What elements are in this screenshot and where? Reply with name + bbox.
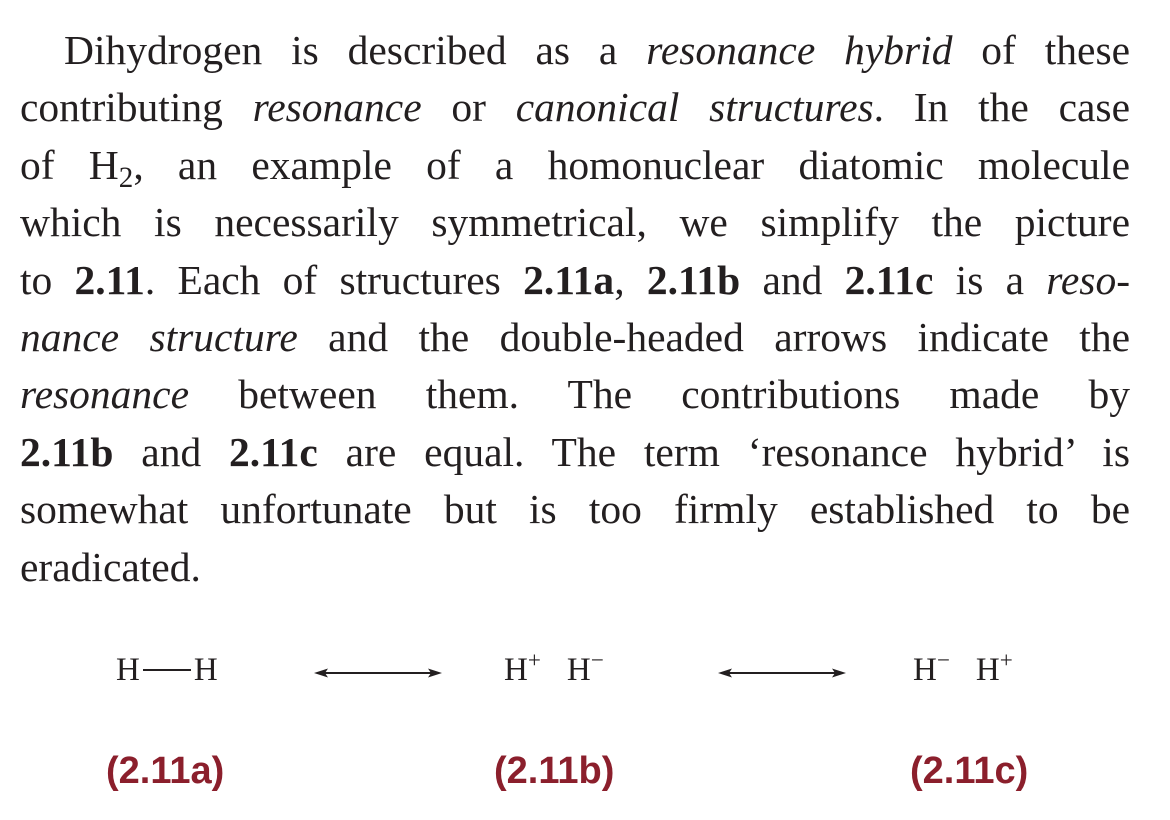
text-line: contributing resonance or canonical structures. In the case	[20, 84, 1130, 131]
double-headed-arrow-icon	[716, 663, 848, 683]
text-line: to 2.11. Each of structures 2.11a, 2.11b and 2.11c is a reso-	[20, 256, 1131, 303]
charge: +	[999, 646, 1013, 673]
charge: −	[590, 646, 604, 673]
structure-label: (2.11a)	[106, 750, 225, 792]
charge: +	[527, 646, 541, 673]
hydrogen-atom: H	[566, 652, 591, 688]
text-line: which is necessarily symmetrical, we simplify the picture	[20, 199, 1130, 246]
text-line: somewhat unfortunate but is too firmly established to be	[20, 486, 1130, 533]
structure-2-11b	[504, 646, 604, 690]
text-line: resonance between them. The contributions made by	[20, 371, 1130, 418]
body-paragraph	[20, 22, 1130, 596]
structure-2-11c	[913, 646, 1013, 690]
double-headed-arrow-icon	[312, 663, 444, 683]
structure-2-11a	[116, 650, 218, 690]
hydrogen-atom: H	[913, 652, 937, 688]
hydrogen-atom: H	[116, 652, 140, 688]
single-bond	[143, 669, 191, 671]
structure-label: (2.11c)	[910, 750, 1029, 792]
hydrogen-atom: H	[504, 652, 528, 688]
text-line: Dihydrogen is described as a resonance hybrid of these	[64, 27, 1131, 73]
text-line: 2.11b and 2.11c are equal. The term ‘resonance hybrid’ is	[20, 428, 1130, 475]
hydrogen-atom: H	[193, 652, 218, 688]
text-line: eradicated.	[20, 543, 201, 590]
charge: −	[936, 646, 950, 673]
text-line: of $H_2$, an example of a homonuclear diatomic molecule	[20, 141, 1130, 194]
text-line: nance structure and the double-headed arrows indicate the	[20, 313, 1130, 360]
hydrogen-atom: H	[975, 652, 1000, 688]
structure-label: (2.11b)	[494, 750, 615, 792]
